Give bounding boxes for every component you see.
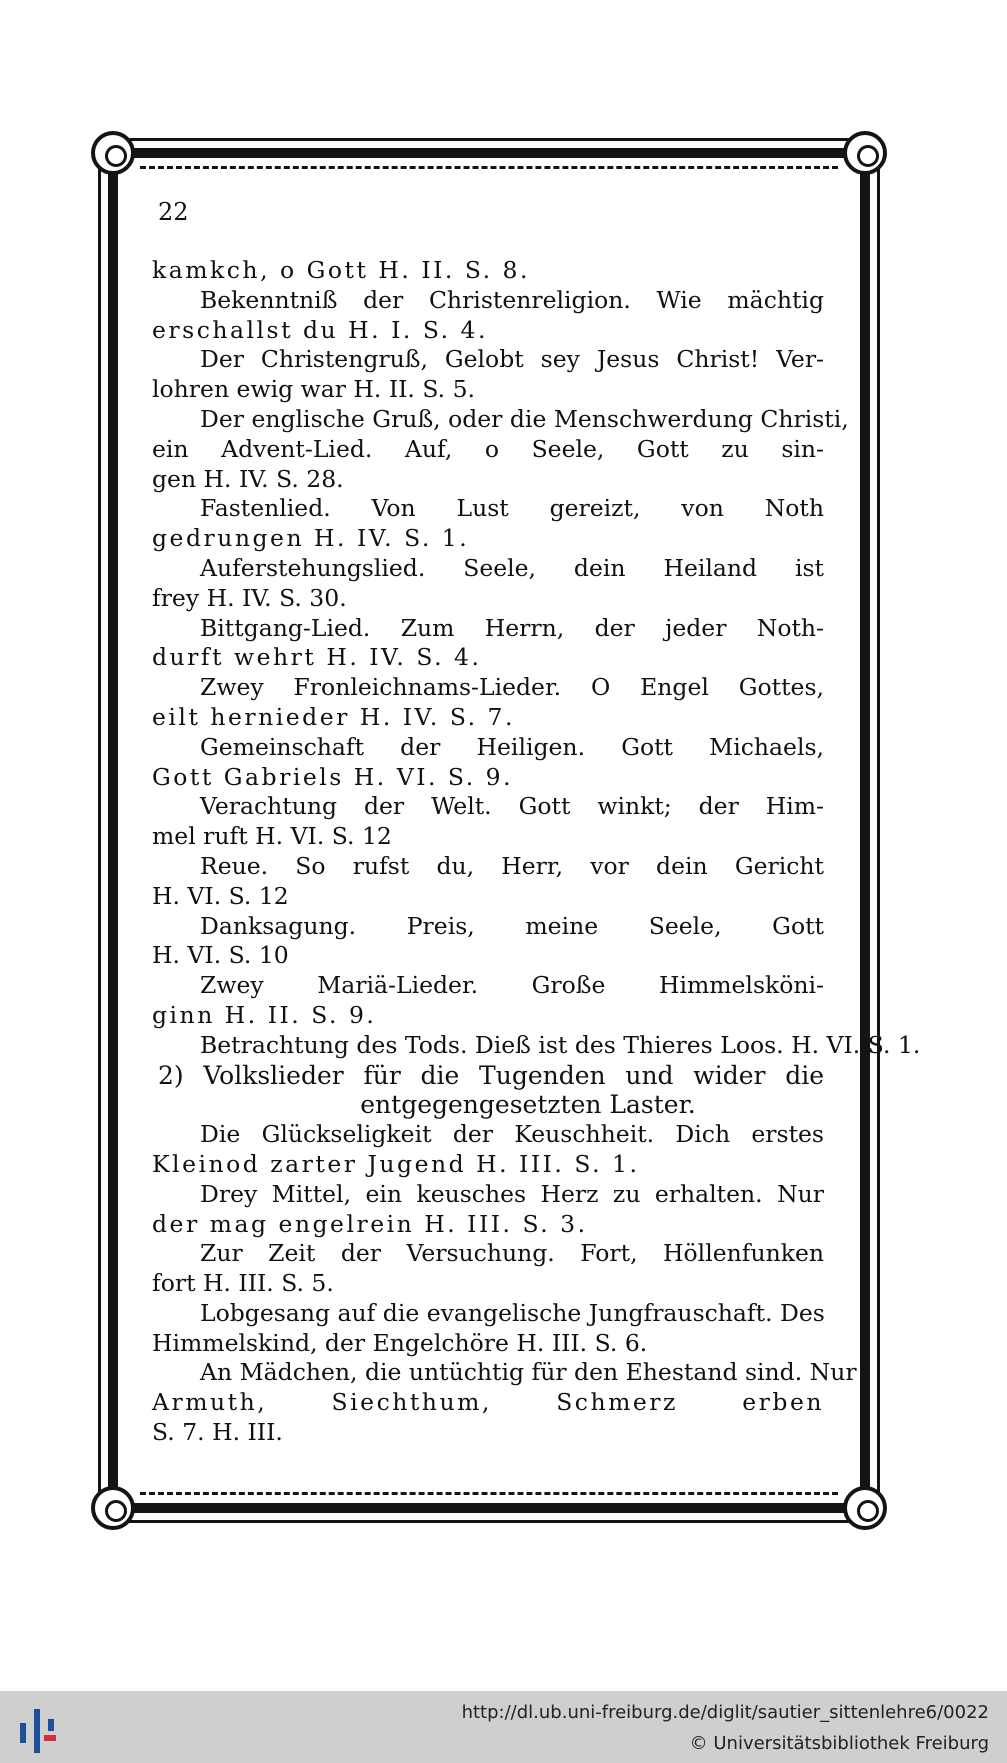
border-rule-top — [140, 166, 838, 169]
text-line: Drey Mittel, ein keusches Herz zu erhalten. Nur — [200, 1179, 824, 1208]
text-line: Die Glückseligkeit der Keuschheit. Dich erstes — [200, 1120, 824, 1149]
text-line: Gott Gabriels H. VI. S. 9. — [152, 762, 514, 791]
text-line: Danksagung. Preis, meine Seele, Gott — [200, 911, 824, 940]
text-line: lohren ewig war H. II. S. 5. — [152, 375, 475, 404]
document-url-link[interactable]: http://dl.ub.uni-freiburg.de/diglit/sautier_sittenlehre6/0022 — [461, 1702, 989, 1723]
viewer-footer — [0, 1691, 1007, 1763]
text-line: H. VI. S. 12 — [152, 881, 289, 910]
text-line: erschallst du H. I. S. 4. — [152, 315, 488, 344]
copyright-notice: © Universitätsbibliothek Freiburg — [689, 1733, 989, 1754]
text-line: Fastenlied. Von Lust gereizt, von Noth — [200, 494, 824, 523]
text-line: gen H. IV. S. 28. — [152, 464, 344, 493]
text-line: Zwey Fronleichnams-Lieder. O Engel Gottes, — [200, 673, 824, 702]
text-line: eilt hernieder H. IV. S. 7. — [152, 702, 515, 731]
ub-freiburg-logo-icon — [14, 1701, 64, 1757]
text-line: Himmelskind, der Engelchöre H. III. S. 6. — [152, 1328, 648, 1357]
text-line: fort H. III. S. 5. — [152, 1269, 334, 1298]
text-line: der mag engelrein H. III. S. 3. — [152, 1209, 588, 1238]
text-line: Verachtung der Welt. Gott winkt; der Him- — [200, 792, 824, 821]
text-line: Auferstehungslied. Seele, dein Heiland ist — [200, 553, 824, 582]
text-line: kamkch, o Gott H. II. S. 8. — [152, 256, 530, 284]
text-line: ginn H. II. S. 9. — [152, 1000, 377, 1029]
text-line: Zwey Mariä-Lieder. Große Himmelsköni- — [200, 971, 824, 1000]
text-line: frey H. IV. S. 30. — [152, 583, 347, 612]
page-text — [152, 256, 921, 1448]
corner-ornament-icon — [91, 1486, 135, 1530]
text-line: ein Advent-Lied. Auf, o Seele, Gott zu sin- — [152, 434, 824, 463]
text-line: An Mädchen, die untüchtig für den Ehestand sind. Nur — [200, 1358, 857, 1387]
text-line: Der englische Gruß, oder die Menschwerdung Christi, — [200, 404, 849, 433]
text-line: H. VI. S. 10 — [152, 941, 289, 970]
text-line: Gemeinschaft der Heiligen. Gott Michaels, — [200, 732, 824, 761]
text-line: Reue. So rufst du, Herr, vor dein Gericht — [200, 851, 824, 880]
text-line: S. 7. H. III. — [152, 1418, 283, 1447]
text-line: entgegengesetzten Laster. — [360, 1090, 696, 1120]
text-line: Der Christengruß, Gelobt sey Jesus Christ! Ver- — [200, 345, 824, 374]
text-line: durft wehrt H. IV. S. 4. — [152, 643, 482, 672]
page-number: 22 — [158, 198, 189, 226]
text-line: Kleinod zarter Jugend H. III. S. 1. — [152, 1149, 640, 1178]
text-line: Armuth, Siechthum, Schmerz erben — [152, 1388, 824, 1417]
text-line: Bittgang-Lied. Zum Herrn, der jeder Noth- — [200, 613, 824, 642]
text-line: Lobgesang auf die evangelische Jungfrauschaft. Des — [200, 1298, 825, 1327]
corner-ornament-icon — [843, 1486, 887, 1530]
text-line: gedrungen H. IV. S. 1. — [152, 524, 470, 553]
text-line: Zur Zeit der Versuchung. Fort, Höllenfunken — [200, 1239, 824, 1268]
corner-ornament-icon — [91, 131, 135, 175]
border-rule-bottom — [140, 1492, 838, 1495]
text-line: Bekenntniß der Christenreligion. Wie mächtig — [200, 285, 824, 314]
text-line: mel ruft H. VI. S. 12 — [152, 822, 392, 851]
text-line: Betrachtung des Tods. Dieß ist des Thieres Loos. H. VI. S. 1. — [200, 1030, 921, 1059]
text-line: 2) Volkslieder für die Tugenden und wider die — [158, 1060, 824, 1090]
corner-ornament-icon — [843, 131, 887, 175]
